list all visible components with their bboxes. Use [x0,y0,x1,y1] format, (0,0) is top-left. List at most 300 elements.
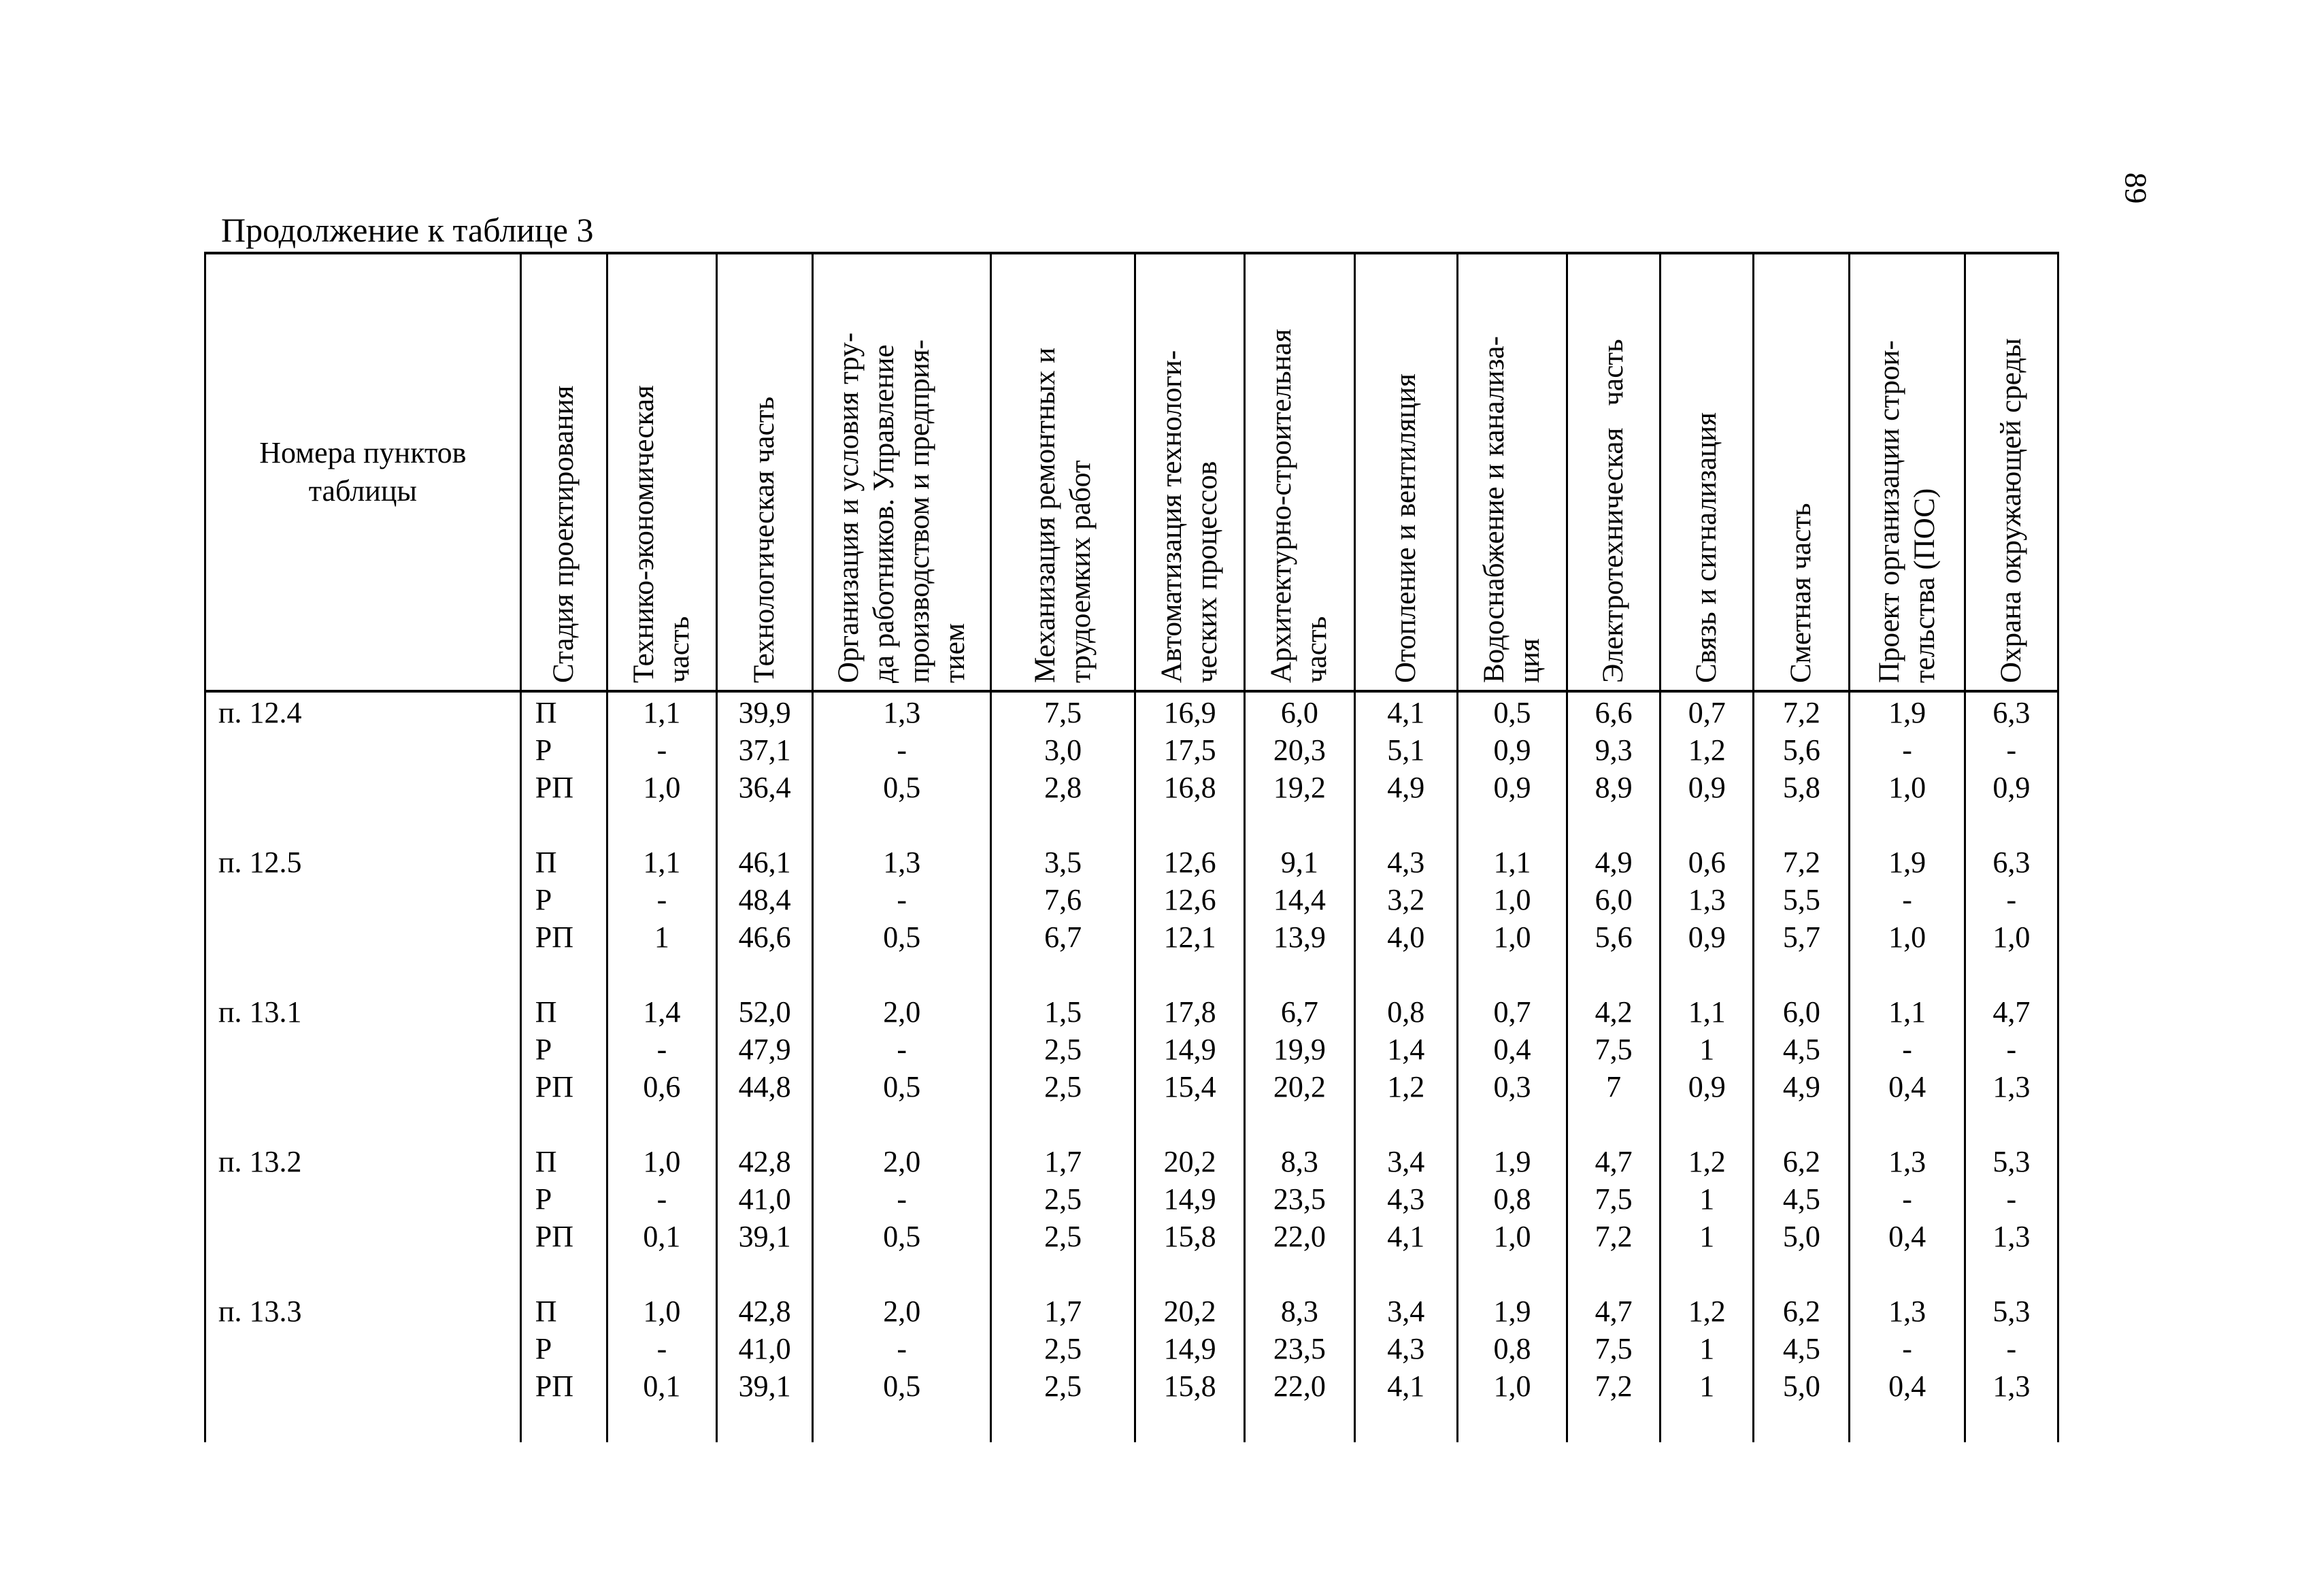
value-cell: 4,1 [1354,1218,1457,1255]
value-cell: 1,0 [1457,1367,1567,1405]
spacer-cell [717,956,813,993]
spacer-cell [991,1405,1135,1442]
spacer-cell [1850,956,1965,993]
value-cell: 1,1 [1661,993,1754,1031]
value-cell: 1,9 [1457,1293,1567,1330]
spacer-cell [813,1255,991,1293]
value-cell: 47,9 [717,1031,813,1068]
value-cell: 1,0 [607,1293,716,1330]
value-cell: 4,3 [1354,844,1457,881]
value-cell: 46,6 [717,918,813,956]
header-label: Организация и условия тру- да работников. Управление производством и предприя- тием [832,332,971,683]
header-cell-mechanization [991,253,1135,691]
value-cell: 16,9 [1135,691,1244,731]
section-number-cell [205,881,521,918]
header-cell-estimate [1754,253,1850,691]
value-cell: 1,3 [1850,1143,1965,1180]
stage-cell: РП [520,918,607,956]
spacer-cell [520,806,607,844]
spacer-cell [607,956,716,993]
value-cell: 1 [607,918,716,956]
value-cell: 1 [1661,1031,1754,1068]
value-cell: - [607,731,716,769]
value-cell: - [813,881,991,918]
value-cell: 20,2 [1135,1293,1244,1330]
section-number-cell: п. 13.3 [205,1293,521,1330]
spacer-cell [607,806,716,844]
value-cell: 6,0 [1567,881,1661,918]
spacer-cell [991,806,1135,844]
stage-cell: Р [520,731,607,769]
spacer-cell [1567,956,1661,993]
value-cell: 4,9 [1567,844,1661,881]
spacer-cell [1457,1405,1567,1442]
value-cell: 0,4 [1850,1068,1965,1105]
value-cell: 0,5 [813,769,991,806]
value-cell: 12,6 [1135,844,1244,881]
spacer-cell [813,956,991,993]
value-cell: 1,3 [813,844,991,881]
value-cell: 1,9 [1457,1143,1567,1180]
spacer-cell [1754,1105,1850,1143]
header-label: Автоматизация технологи- ческих процессов [1156,350,1224,683]
value-cell: 22,0 [1245,1218,1354,1255]
spacer-cell [205,1255,521,1293]
value-cell: - [1850,1180,1965,1218]
value-cell: 6,2 [1754,1293,1850,1330]
stage-cell: Р [520,881,607,918]
value-cell: 7,2 [1567,1367,1661,1405]
value-cell: 42,8 [717,1143,813,1180]
value-cell: 4,9 [1354,769,1457,806]
value-cell: 4,7 [1567,1293,1661,1330]
spacer-cell [205,956,521,993]
spacer-cell [813,1105,991,1143]
table-caption: Продолжение к таблице 3 [221,211,594,249]
value-cell: 5,1 [1354,731,1457,769]
section-number-cell [205,1031,521,1068]
value-cell: 1,0 [1850,918,1965,956]
value-cell: 2,5 [991,1218,1135,1255]
spacer-cell [520,1105,607,1143]
spacer-cell [991,1105,1135,1143]
value-cell: 12,1 [1135,918,1244,956]
value-cell: 7,2 [1754,691,1850,731]
value-cell: 1,3 [1965,1068,2058,1105]
value-cell: 15,8 [1135,1218,1244,1255]
section-number-cell: п. 13.2 [205,1143,521,1180]
section-number-cell [205,731,521,769]
spacer-cell [1135,806,1244,844]
table-row [205,918,2058,956]
spacer-cell [1850,806,1965,844]
spacer-cell [1354,1255,1457,1293]
spacer-cell [1135,1255,1244,1293]
value-cell: 5,0 [1754,1367,1850,1405]
value-cell: 20,3 [1245,731,1354,769]
value-cell: 0,5 [1457,691,1567,731]
value-cell: 17,8 [1135,993,1244,1031]
value-cell: 36,4 [717,769,813,806]
value-cell: 4,3 [1354,1180,1457,1218]
section-number-cell [205,1068,521,1105]
value-cell: 1 [1661,1218,1754,1255]
value-cell: 0,8 [1457,1330,1567,1367]
section-number-cell [205,1180,521,1218]
design-stage-table [204,252,2059,1442]
value-cell: 1,7 [991,1143,1135,1180]
value-cell: 7,2 [1567,1218,1661,1255]
value-cell: 5,8 [1754,769,1850,806]
value-cell: - [1965,881,2058,918]
value-cell: 9,1 [1245,844,1354,881]
spacer-cell [1661,1255,1754,1293]
header-cell-labor-organization [813,253,991,691]
header-label: Электротехническая часть [1597,339,1630,683]
spacer-cell [1457,956,1567,993]
stage-cell: П [520,993,607,1031]
value-cell: - [1850,881,1965,918]
spacer-cell [1661,956,1754,993]
spacer-cell [717,1255,813,1293]
table-row [205,1330,2058,1367]
value-cell: 1,9 [1850,691,1965,731]
value-cell: 6,0 [1754,993,1850,1031]
spacer-cell [520,956,607,993]
header-cell-heating [1354,253,1457,691]
value-cell: 41,0 [717,1330,813,1367]
value-cell: - [607,1180,716,1218]
value-cell: 6,3 [1965,844,2058,881]
spacer-cell [607,1255,716,1293]
section-number-cell [205,1367,521,1405]
table-row [205,1367,2058,1405]
value-cell: 2,5 [991,1330,1135,1367]
value-cell: - [813,1180,991,1218]
value-cell: 14,9 [1135,1180,1244,1218]
value-cell: 3,4 [1354,1143,1457,1180]
value-cell: 1,0 [607,769,716,806]
value-cell: 52,0 [717,993,813,1031]
value-cell: 15,8 [1135,1367,1244,1405]
spacer-cell [1245,1105,1354,1143]
group-spacer-row [205,1255,2058,1293]
value-cell: - [607,881,716,918]
header-cell-automation [1135,253,1244,691]
value-cell: - [813,731,991,769]
group-spacer-row [205,1405,2058,1442]
value-cell: 5,5 [1754,881,1850,918]
spacer-cell [813,1405,991,1442]
value-cell: 3,2 [1354,881,1457,918]
header-cell-construction-org [1850,253,1965,691]
value-cell: 5,3 [1965,1293,2058,1330]
value-cell: 14,9 [1135,1031,1244,1068]
value-cell: 1,3 [1965,1218,2058,1255]
spacer-cell [991,1255,1135,1293]
spacer-cell [1661,1405,1754,1442]
table-row [205,844,2058,881]
header-label: Технологическая часть [748,396,781,683]
stage-cell: П [520,691,607,731]
value-cell: 0,3 [1457,1068,1567,1105]
table-row [205,1068,2058,1105]
value-cell: 16,8 [1135,769,1244,806]
value-cell: 6,0 [1245,691,1354,731]
value-cell: 4,2 [1567,993,1661,1031]
value-cell: 48,4 [717,881,813,918]
header-label: Технико-экономическая часть [627,385,695,683]
header-label: Номера пунктов таблицы [259,436,467,508]
value-cell: - [1965,1330,2058,1367]
value-cell: 1,7 [991,1293,1135,1330]
value-cell: 1,4 [1354,1031,1457,1068]
spacer-cell [1245,1405,1354,1442]
header-label: Механизация ремонтных и трудоемких работ [1029,347,1097,683]
value-cell: - [607,1031,716,1068]
spacer-cell [1661,1105,1754,1143]
table-row [205,691,2058,731]
stage-cell: РП [520,1367,607,1405]
value-cell: 6,7 [1245,993,1354,1031]
value-cell: - [813,1330,991,1367]
value-cell: 7,6 [991,881,1135,918]
stage-cell: РП [520,1068,607,1105]
value-cell: 2,0 [813,1143,991,1180]
spacer-cell [1135,1105,1244,1143]
value-cell: 37,1 [717,731,813,769]
spacer-cell [1965,956,2058,993]
spacer-cell [1567,1255,1661,1293]
value-cell: 1 [1661,1367,1754,1405]
header-label: Связь и сигнализация [1690,412,1723,683]
value-cell: 2,0 [813,1293,991,1330]
value-cell: 2,5 [991,1068,1135,1105]
value-cell: 6,7 [991,918,1135,956]
value-cell: 2,5 [991,1367,1135,1405]
header-cell-water [1457,253,1567,691]
header-cell-row-number [205,253,521,691]
value-cell: 42,8 [717,1293,813,1330]
value-cell: - [1850,731,1965,769]
spacer-cell [1850,1255,1965,1293]
value-cell: - [813,1031,991,1068]
value-cell: 1 [1661,1180,1754,1218]
table-row [205,1180,2058,1218]
value-cell: 5,6 [1754,731,1850,769]
spacer-cell [1754,1405,1850,1442]
value-cell: - [1850,1031,1965,1068]
value-cell: 0,4 [1850,1218,1965,1255]
section-number-cell [205,1330,521,1367]
header-label: Стадия проектирования [547,385,580,683]
value-cell: 0,5 [813,1068,991,1105]
spacer-cell [1457,806,1567,844]
stage-cell: РП [520,1218,607,1255]
value-cell: 0,8 [1354,993,1457,1031]
value-cell: 0,6 [607,1068,716,1105]
value-cell: 1,2 [1661,1143,1754,1180]
spacer-cell [205,806,521,844]
value-cell: 2,8 [991,769,1135,806]
stage-cell: П [520,1143,607,1180]
value-cell: 20,2 [1135,1143,1244,1180]
section-number-cell [205,769,521,806]
value-cell: 14,9 [1135,1330,1244,1367]
value-cell: 7,5 [1567,1180,1661,1218]
table-row [205,731,2058,769]
table-row [205,881,2058,918]
value-cell: 4,5 [1754,1031,1850,1068]
spacer-cell [717,806,813,844]
value-cell: 1,1 [1457,844,1567,881]
value-cell: 2,5 [991,1031,1135,1068]
spacer-cell [1965,806,2058,844]
header-row [205,253,2058,691]
value-cell: 1,0 [1965,918,2058,956]
value-cell: - [607,1330,716,1367]
spacer-cell [1661,806,1754,844]
value-cell: 4,5 [1754,1330,1850,1367]
section-number-cell [205,918,521,956]
spacer-cell [813,806,991,844]
value-cell: 7 [1567,1068,1661,1105]
value-cell: 1,0 [1457,1218,1567,1255]
stage-cell: П [520,844,607,881]
value-cell: 3,0 [991,731,1135,769]
spacer-cell [1567,1405,1661,1442]
value-cell: 20,2 [1245,1068,1354,1105]
spacer-cell [520,1405,607,1442]
value-cell: 7,5 [1567,1330,1661,1367]
spacer-cell [205,1405,521,1442]
value-cell: 4,7 [1567,1143,1661,1180]
value-cell: 0,5 [813,918,991,956]
value-cell: 0,9 [1457,731,1567,769]
value-cell: 0,7 [1457,993,1567,1031]
value-cell: 0,6 [1661,844,1754,881]
table-body [205,691,2058,1442]
section-number-cell: п. 13.1 [205,993,521,1031]
value-cell: - [1850,1330,1965,1367]
value-cell: 0,9 [1457,769,1567,806]
page-number: 89 [2118,172,2154,204]
value-cell: 9,3 [1567,731,1661,769]
spacer-cell [1245,956,1354,993]
value-cell: 4,3 [1354,1330,1457,1367]
section-number-cell: п. 12.4 [205,691,521,731]
value-cell: 4,5 [1754,1180,1850,1218]
value-cell: 1,1 [607,844,716,881]
value-cell: 4,1 [1354,1367,1457,1405]
value-cell: 3,5 [991,844,1135,881]
header-cell-architecture [1245,253,1354,691]
value-cell: 14,4 [1245,881,1354,918]
header-label: Охрана окружающей среды [1995,338,2027,683]
value-cell: 1,0 [1457,918,1567,956]
value-cell: 0,1 [607,1367,716,1405]
spacer-cell [1135,1405,1244,1442]
value-cell: 6,3 [1965,691,2058,731]
spacer-cell [1567,806,1661,844]
stage-cell: Р [520,1330,607,1367]
spacer-cell [1245,1255,1354,1293]
spacer-cell [205,1105,521,1143]
spacer-cell [1754,806,1850,844]
spacer-cell [1567,1105,1661,1143]
value-cell: 4,7 [1965,993,2058,1031]
header-cell-technological [717,253,813,691]
value-cell: 3,4 [1354,1293,1457,1330]
value-cell: 8,3 [1245,1293,1354,1330]
value-cell: 44,8 [717,1068,813,1105]
spacer-cell [1965,1405,2058,1442]
group-spacer-row [205,806,2058,844]
header-label: Архитектурно-строительная часть [1265,329,1333,683]
value-cell: 1,2 [1354,1068,1457,1105]
header-label: Отопление и вентиляция [1389,373,1422,683]
value-cell: - [1965,1031,2058,1068]
value-cell: 6,2 [1754,1143,1850,1180]
value-cell: 22,0 [1245,1367,1354,1405]
stage-cell: РП [520,769,607,806]
spacer-cell [1457,1105,1567,1143]
value-cell: 0,8 [1457,1180,1567,1218]
table-row [205,1293,2058,1330]
value-cell: 39,9 [717,691,813,731]
value-cell: 8,9 [1567,769,1661,806]
value-cell: 1,1 [607,691,716,731]
spacer-cell [717,1405,813,1442]
spacer-cell [607,1405,716,1442]
stage-cell: Р [520,1031,607,1068]
spacer-cell [1850,1105,1965,1143]
value-cell: 0,4 [1850,1367,1965,1405]
value-cell: 2,0 [813,993,991,1031]
value-cell: 7,5 [991,691,1135,731]
header-cell-tech-econ [607,253,716,691]
spacer-cell [1754,956,1850,993]
value-cell: 39,1 [717,1218,813,1255]
value-cell: 1,2 [1661,731,1754,769]
spacer-cell [1850,1405,1965,1442]
spacer-cell [1965,1105,2058,1143]
value-cell: 17,5 [1135,731,1244,769]
value-cell: 4,9 [1754,1068,1850,1105]
value-cell: 23,5 [1245,1180,1354,1218]
value-cell: 0,1 [607,1218,716,1255]
value-cell: 41,0 [717,1180,813,1218]
value-cell: 1,3 [1965,1367,2058,1405]
spacer-cell [607,1105,716,1143]
spacer-cell [1354,806,1457,844]
header-label: Сметная часть [1785,503,1818,683]
spacer-cell [1354,956,1457,993]
header-cell-environment [1965,253,2058,691]
table-row [205,769,2058,806]
value-cell: 1,0 [1850,769,1965,806]
spacer-cell [1245,806,1354,844]
table-row [205,993,2058,1031]
value-cell: 0,5 [813,1367,991,1405]
value-cell: - [1965,731,2058,769]
header-label: Водоснабжение и канализа- ция [1478,336,1546,683]
spacer-cell [1354,1105,1457,1143]
value-cell: 4,0 [1354,918,1457,956]
spacer-cell [1965,1255,2058,1293]
header-label: Проект организации строи- тельства (ПОС) [1873,340,1941,683]
section-number-cell [205,1218,521,1255]
